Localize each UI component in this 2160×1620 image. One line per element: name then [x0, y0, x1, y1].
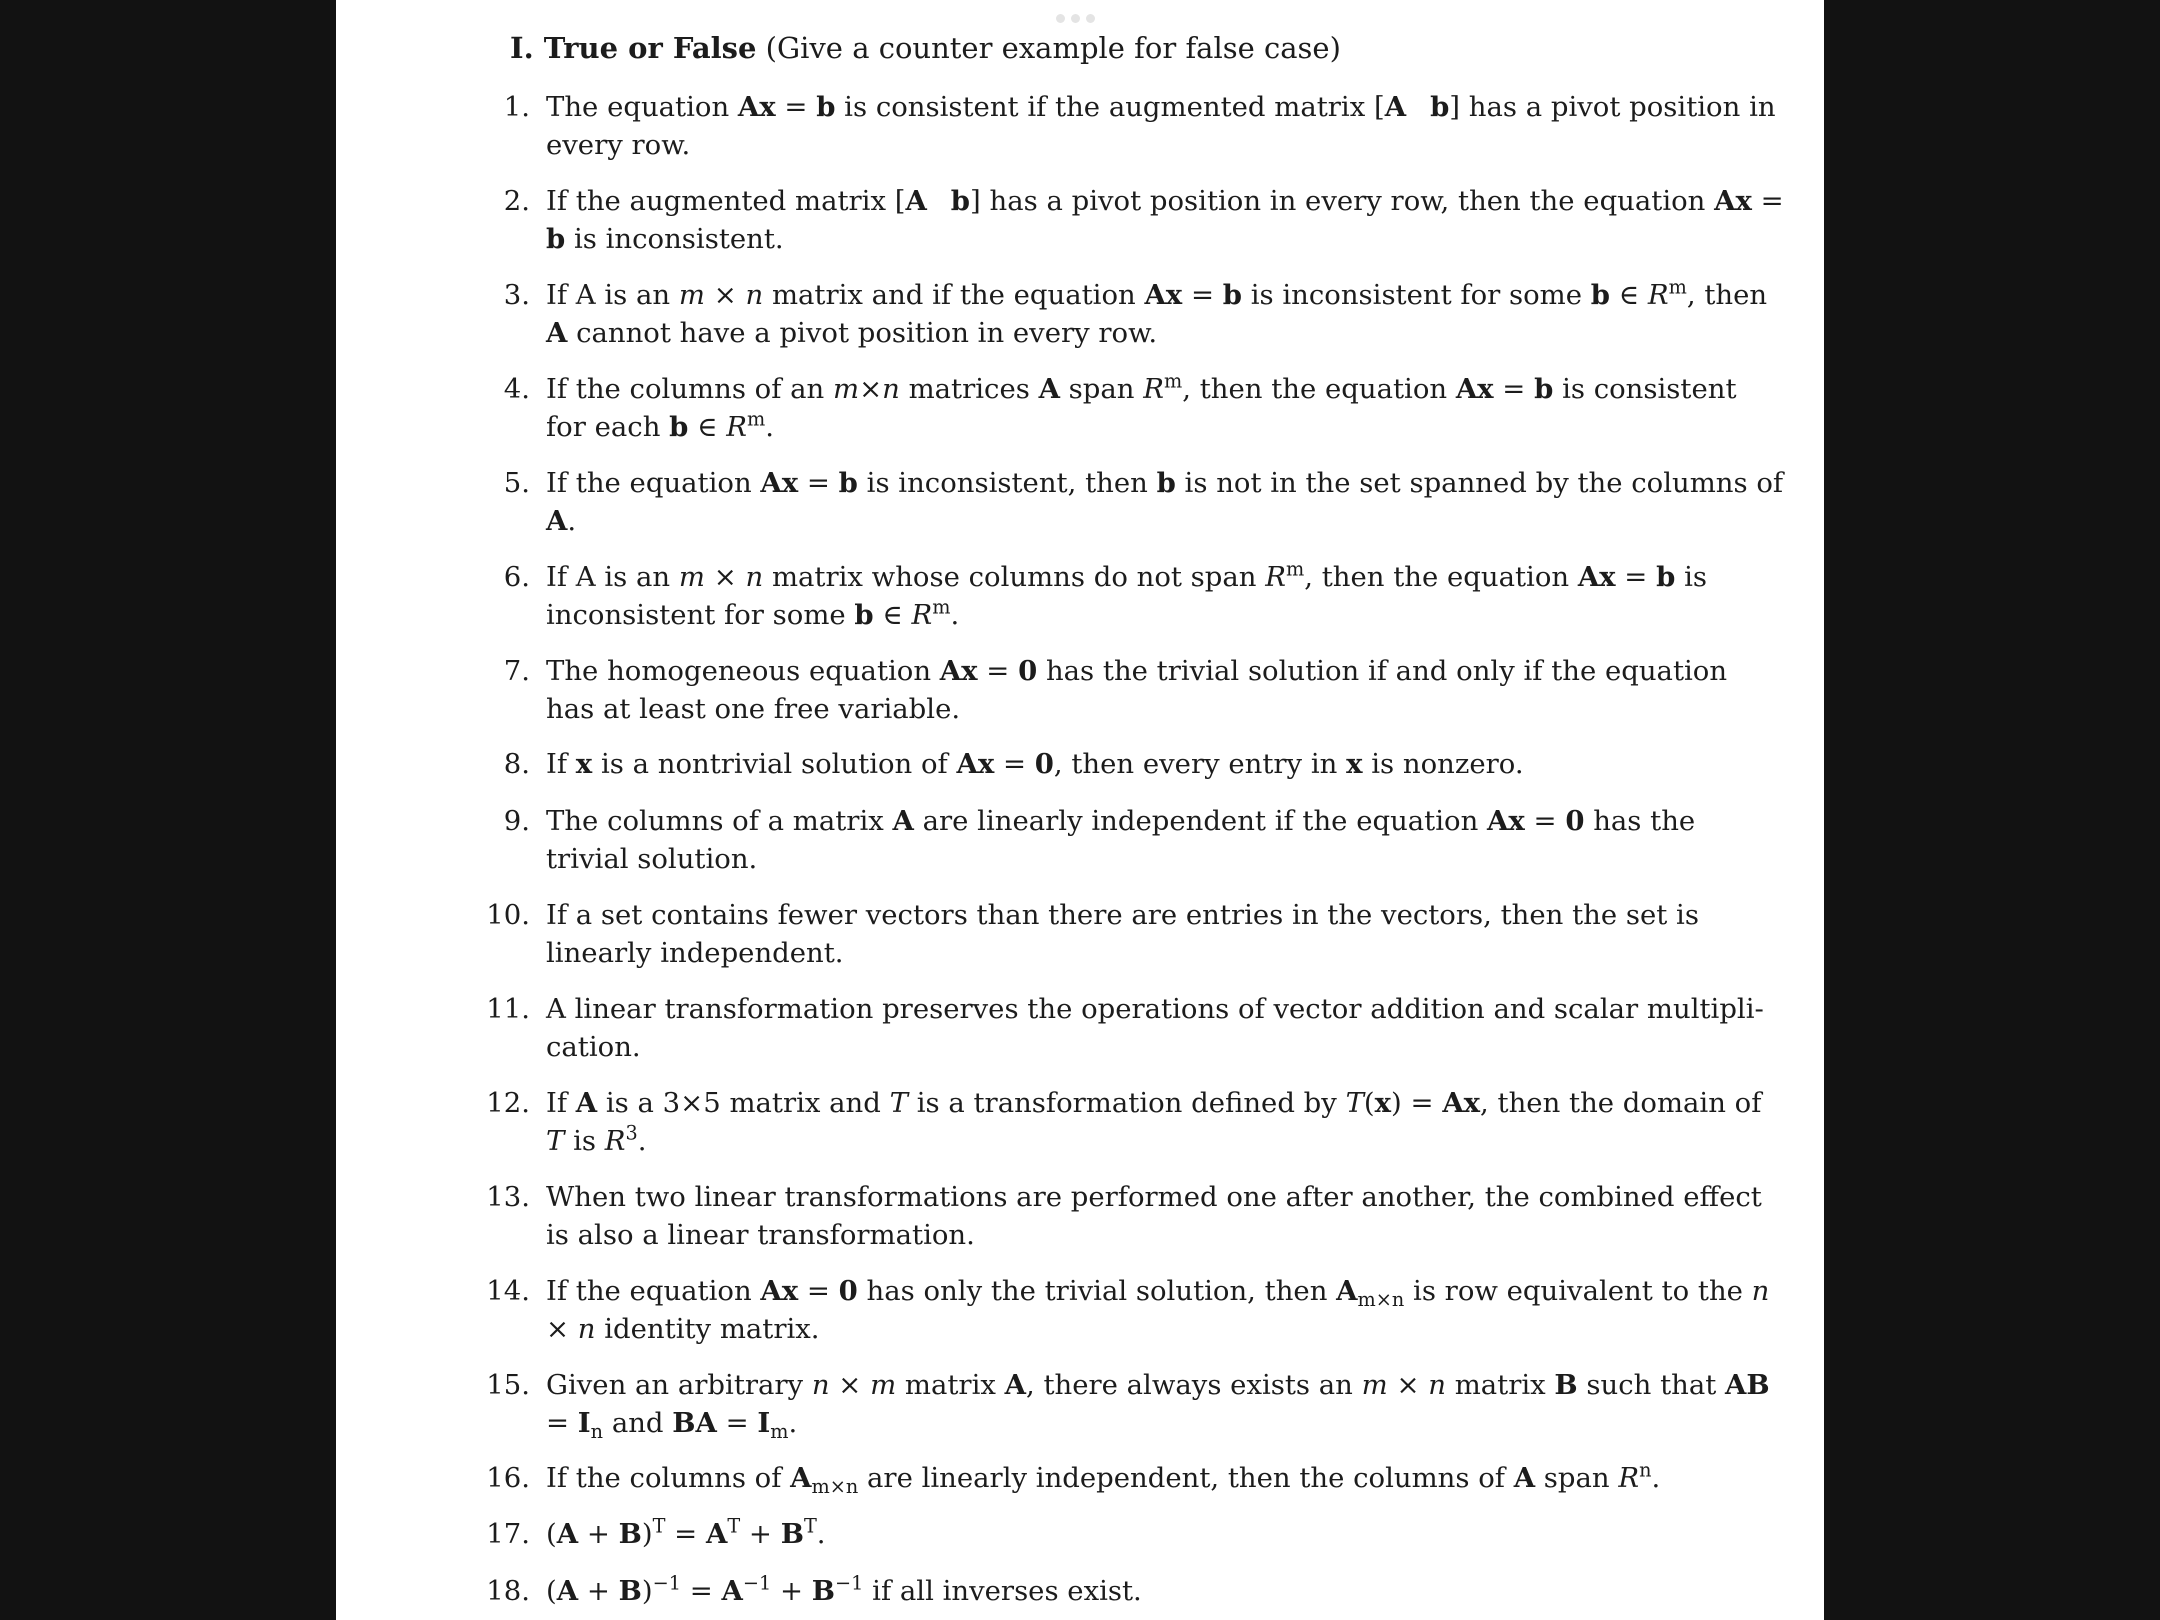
- text-run: b: [1534, 373, 1554, 405]
- text-run: has the trivial solution if and only if the equation has at least one free variable.: [546, 655, 1728, 725]
- text-run: =: [775, 91, 817, 123]
- question-number: 11.: [486, 993, 530, 1025]
- question-text: [546, 802, 1784, 878]
- text-run: If A is an: [546, 279, 679, 311]
- question-text: [546, 370, 1784, 446]
- text-run: =: [977, 655, 1019, 687]
- question-item: [472, 558, 1784, 634]
- text-run: When two linear transformations are performed one after another, the combined effect is also a linear transformation.: [546, 1181, 1762, 1251]
- text-run: =: [798, 1275, 839, 1307]
- section-title: I. True or False: [510, 31, 757, 65]
- text-run: A: [790, 1462, 812, 1494]
- text-run: B: [618, 1575, 642, 1607]
- text-run: m: [1668, 275, 1687, 299]
- question-number: 10.: [486, 899, 530, 931]
- text-run: matrix: [896, 1369, 1005, 1401]
- text-run: n: [1751, 1275, 1770, 1307]
- question-item: [472, 1515, 1784, 1553]
- text-run: Ax: [1487, 805, 1525, 837]
- text-run: .: [788, 1407, 798, 1439]
- text-run: T: [546, 1125, 565, 1157]
- text-run: span: [1059, 373, 1144, 405]
- text-run: +: [740, 1518, 781, 1550]
- question-item: [472, 370, 1784, 446]
- text-run: (: [546, 1518, 557, 1550]
- question-text: [546, 1515, 1784, 1553]
- question-text: [546, 1084, 1784, 1160]
- text-run: If a set contains fewer vectors than there are entries in the vectors, then the set is linearly independent.: [546, 899, 1699, 969]
- text-run: +: [771, 1575, 812, 1607]
- question-number: 13.: [486, 1181, 530, 1213]
- text-run: The homogeneous equation: [546, 655, 940, 687]
- text-run: b: [838, 467, 858, 499]
- text-run: n: [590, 1419, 604, 1443]
- text-run: A: [1336, 1275, 1358, 1307]
- text-run: A: [1038, 373, 1060, 405]
- text-run: b: [950, 185, 971, 217]
- text-run: , then the equation: [1304, 561, 1578, 593]
- text-run: is consistent if the augmented matrix [: [835, 91, 1385, 123]
- question-number: 16.: [486, 1462, 530, 1494]
- question-text: [546, 1459, 1784, 1497]
- text-run: A: [556, 1518, 579, 1550]
- question-number: 12.: [486, 1087, 530, 1119]
- question-text: [546, 88, 1784, 164]
- text-run: =: [798, 467, 839, 499]
- text-run: [1406, 88, 1430, 126]
- text-run: cannot have a pivot position in every row.: [567, 317, 1158, 349]
- question-number: 6.: [503, 561, 530, 593]
- text-run: m×n: [1357, 1287, 1405, 1311]
- text-run: .: [637, 1125, 647, 1157]
- text-run: ∈: [1610, 279, 1648, 311]
- text-run: Ax: [760, 467, 799, 499]
- text-run: m: [870, 1369, 897, 1401]
- text-run: ×: [704, 561, 746, 593]
- text-run: b: [546, 223, 566, 255]
- text-run: =: [1751, 185, 1784, 217]
- question-text: [546, 990, 1784, 1066]
- text-run: Ax: [1577, 561, 1616, 593]
- text-run: is consistent for each: [546, 373, 1737, 443]
- text-run: are linearly independent if the equation: [913, 805, 1488, 837]
- text-run: =: [1493, 373, 1535, 405]
- text-run: R: [604, 1125, 626, 1157]
- question-item: [472, 1178, 1784, 1254]
- text-run: If A is an: [546, 561, 679, 593]
- text-run: n: [1428, 1369, 1446, 1401]
- question-text: [546, 1572, 1784, 1610]
- text-run: , then every entry in: [1053, 748, 1347, 780]
- text-run: If the augmented matrix [: [546, 185, 906, 217]
- text-run: B: [1554, 1369, 1578, 1401]
- text-run: A: [546, 317, 568, 349]
- page-handle[interactable]: [1056, 14, 1095, 23]
- question-text: [546, 745, 1784, 783]
- question-text: [546, 182, 1784, 258]
- text-run: T: [803, 1514, 817, 1538]
- text-run: b: [1590, 279, 1611, 311]
- text-run: 0: [1018, 655, 1038, 687]
- text-run: Ax: [737, 91, 776, 123]
- text-run: 3: [625, 1121, 638, 1145]
- text-run: Ax: [1455, 373, 1494, 405]
- text-run: m: [678, 279, 705, 311]
- text-run: AB: [1725, 1369, 1770, 1401]
- text-run: =: [1615, 561, 1657, 593]
- text-run: A: [705, 1518, 728, 1550]
- text-run: =: [716, 1407, 758, 1439]
- section-heading: [510, 28, 1341, 68]
- text-run: ×: [859, 373, 883, 405]
- text-run: A: [721, 1575, 743, 1607]
- text-run: b: [854, 599, 874, 631]
- text-run: m: [770, 1419, 789, 1443]
- text-run: has the trivial solution.: [546, 805, 1696, 875]
- text-run: A: [905, 185, 927, 217]
- text-run: ∈: [873, 599, 912, 631]
- text-run: n: [811, 1369, 830, 1401]
- text-run: ): [641, 1575, 653, 1607]
- text-run: ×: [546, 1313, 578, 1345]
- text-run: If the equation: [546, 1275, 761, 1307]
- question-item: [472, 990, 1784, 1066]
- text-run: is a 3×5 matrix and: [597, 1087, 890, 1119]
- handle-dot: [1086, 14, 1095, 23]
- text-run: Ax: [1144, 279, 1183, 311]
- text-run: ] has a pivot position in every row.: [546, 91, 1776, 161]
- text-run: A: [892, 805, 914, 837]
- text-run: (: [1363, 1087, 1375, 1119]
- text-run: is a transformation defined by: [907, 1087, 1346, 1119]
- text-run: R: [911, 599, 933, 631]
- text-run: n: [577, 1313, 596, 1345]
- text-run: ] has a pivot position in every row, then the equation: [970, 185, 1715, 217]
- text-run: m: [833, 373, 860, 405]
- question-number: 17.: [486, 1518, 530, 1550]
- text-run: R: [1143, 373, 1164, 405]
- text-run: m: [1361, 1369, 1388, 1401]
- text-run: =: [1182, 279, 1223, 311]
- question-item: [472, 276, 1784, 352]
- text-run: , then the equation: [1182, 373, 1456, 405]
- text-run: =: [546, 1407, 578, 1439]
- text-run: ) =: [1391, 1087, 1443, 1119]
- text-run: A: [1004, 1369, 1026, 1401]
- text-run: [927, 182, 951, 220]
- text-run: identity matrix.: [595, 1313, 820, 1345]
- text-run: =: [665, 1518, 706, 1550]
- question-item: [472, 182, 1784, 258]
- text-run: B: [618, 1518, 642, 1550]
- document-page: [336, 0, 1824, 1620]
- text-run: (: [546, 1575, 557, 1607]
- text-run: A: [1513, 1462, 1536, 1494]
- question-item: [472, 802, 1784, 878]
- text-run: b: [1156, 467, 1176, 499]
- text-run: +: [578, 1575, 619, 1607]
- section-subtitle: (Give a counter example for false case): [765, 31, 1341, 65]
- text-run: R: [1647, 279, 1669, 311]
- question-number: 3.: [503, 279, 530, 311]
- question-number: 5.: [503, 467, 530, 499]
- text-run: b: [669, 411, 689, 443]
- text-run: T: [727, 1514, 741, 1538]
- text-run: matrix whose columns do not span: [763, 561, 1266, 593]
- text-run: −1: [652, 1571, 681, 1595]
- text-run: .: [567, 505, 577, 537]
- text-run: I: [757, 1407, 771, 1439]
- text-run: x: [1374, 1087, 1392, 1119]
- text-run: x: [1346, 748, 1363, 780]
- text-run: ): [641, 1518, 653, 1550]
- text-run: A: [546, 505, 568, 537]
- text-run: b: [1430, 91, 1450, 123]
- text-run: B: [811, 1575, 836, 1607]
- text-run: , then the domain of: [1480, 1087, 1762, 1119]
- question-text: [546, 558, 1784, 634]
- text-run: I: [577, 1407, 591, 1439]
- text-run: is inconsistent for some: [1241, 279, 1591, 311]
- question-number: 14.: [486, 1275, 530, 1307]
- text-run: if all inverses exist.: [863, 1575, 1142, 1607]
- question-item: [472, 745, 1784, 783]
- question-item: [472, 1272, 1784, 1348]
- text-run: matrices: [899, 373, 1039, 405]
- text-run: The columns of a matrix: [546, 805, 893, 837]
- text-run: T: [652, 1514, 666, 1538]
- text-run: R: [1618, 1462, 1640, 1494]
- question-number: 4.: [503, 373, 530, 405]
- text-run: 0: [1034, 748, 1054, 780]
- text-run: matrix and if the equation: [763, 279, 1145, 311]
- question-text: [546, 464, 1784, 540]
- text-run: .: [765, 411, 774, 443]
- text-run: Ax: [1714, 185, 1752, 217]
- text-run: ×: [1387, 1369, 1429, 1401]
- question-item: [472, 464, 1784, 540]
- text-run: such that: [1577, 1369, 1726, 1401]
- text-run: is row equivalent to the: [1404, 1275, 1752, 1307]
- question-item: [472, 88, 1784, 164]
- question-number: 18.: [486, 1575, 530, 1607]
- text-run: 0: [1565, 805, 1585, 837]
- question-number: 7.: [503, 655, 530, 687]
- text-run: n: [745, 279, 764, 311]
- handle-dot: [1056, 14, 1065, 23]
- text-run: If: [546, 1087, 576, 1119]
- text-run: B: [780, 1518, 804, 1550]
- text-run: is: [564, 1125, 605, 1157]
- text-run: b: [1656, 561, 1676, 593]
- text-run: =: [1524, 805, 1566, 837]
- question-number: 8.: [503, 748, 530, 780]
- text-run: =: [680, 1575, 722, 1607]
- text-run: If the columns of an: [546, 373, 833, 405]
- text-run: are linearly independent, then the columns of: [858, 1462, 1514, 1494]
- text-run: A: [556, 1575, 579, 1607]
- text-run: m: [932, 595, 951, 619]
- question-item: [472, 1084, 1784, 1160]
- text-run: ×: [829, 1369, 871, 1401]
- question-text: [546, 1366, 1784, 1442]
- question-item: [472, 896, 1784, 972]
- text-run: A: [575, 1087, 598, 1119]
- text-run: A: [1384, 91, 1407, 123]
- text-run: =: [994, 748, 1035, 780]
- text-run: Ax: [1442, 1087, 1481, 1119]
- question-text: [546, 896, 1784, 972]
- text-run: If the equation: [546, 467, 761, 499]
- text-run: b: [816, 91, 836, 123]
- question-text: [546, 1272, 1784, 1348]
- text-run: m×n: [811, 1474, 859, 1498]
- text-run: m: [1285, 557, 1305, 581]
- text-run: Ax: [939, 655, 978, 687]
- text-run: Ax: [956, 748, 995, 780]
- text-run: R: [1265, 561, 1286, 593]
- question-text: [546, 276, 1784, 352]
- text-run: span: [1535, 1462, 1619, 1494]
- text-run: ∈: [688, 411, 727, 443]
- question-item: [472, 1366, 1784, 1442]
- text-run: +: [578, 1518, 619, 1550]
- question-number: 15.: [486, 1369, 530, 1401]
- text-run: has only the trivial solution, then: [857, 1275, 1337, 1307]
- text-run: .: [1651, 1462, 1661, 1494]
- text-run: is nonzero.: [1362, 748, 1524, 780]
- text-run: x: [575, 748, 593, 780]
- text-run: .: [950, 599, 960, 631]
- text-run: matrix: [1445, 1369, 1555, 1401]
- text-run: Ax: [760, 1275, 799, 1307]
- text-run: BA: [672, 1407, 717, 1439]
- handle-dot: [1071, 14, 1080, 23]
- text-run: T: [889, 1087, 908, 1119]
- text-run: If the columns of: [546, 1462, 791, 1494]
- question-item: [472, 652, 1784, 728]
- text-run: −1: [742, 1571, 772, 1595]
- text-run: R: [726, 411, 747, 443]
- question-item: [472, 1572, 1784, 1610]
- text-run: ×: [704, 279, 746, 311]
- text-run: n: [1639, 1458, 1652, 1482]
- question-number: 9.: [503, 805, 530, 837]
- text-run: is inconsistent, then: [857, 467, 1157, 499]
- question-number: 1.: [503, 91, 530, 123]
- text-run: 0: [838, 1275, 858, 1307]
- text-run: is inconsistent.: [565, 223, 784, 255]
- text-run: m: [678, 561, 705, 593]
- text-run: is a nontrivial solution of: [592, 748, 957, 780]
- text-run: , there always exists an: [1025, 1369, 1362, 1401]
- text-run: and: [603, 1407, 673, 1439]
- text-run: T: [1345, 1087, 1364, 1119]
- text-run: n: [882, 373, 900, 405]
- text-run: .: [816, 1518, 826, 1550]
- text-run: m: [1163, 369, 1183, 393]
- text-run: , then: [1686, 279, 1768, 311]
- text-run: Given an arbitrary: [546, 1369, 812, 1401]
- text-run: If: [546, 748, 576, 780]
- text-run: The equation: [546, 91, 738, 123]
- question-item: [472, 1459, 1784, 1497]
- text-run: n: [745, 561, 764, 593]
- question-number: 2.: [503, 185, 530, 217]
- text-run: is not in the set spanned by the columns of: [1175, 467, 1784, 499]
- text-run: m: [746, 407, 766, 431]
- text-run: b: [1222, 279, 1242, 311]
- text-run: is inconsistent for some: [546, 561, 1707, 631]
- question-text: [546, 1178, 1784, 1254]
- text-run: −1: [835, 1571, 864, 1595]
- text-run: A linear transformation preserves the operations of vector addition and scalar multipli- cation.: [546, 993, 1764, 1063]
- question-text: [546, 652, 1784, 728]
